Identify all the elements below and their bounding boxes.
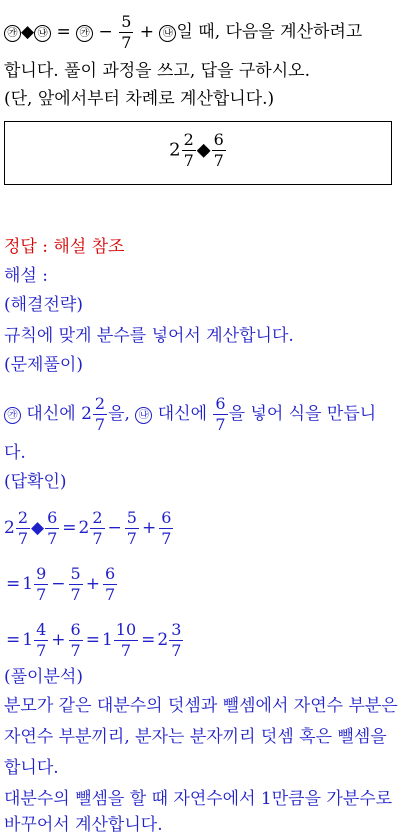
diamond-icon: ◆ bbox=[21, 22, 35, 42]
problem-line-3: (단, 앞에서부터 차례로 계산합니다.) bbox=[4, 89, 275, 109]
fraction: $\frac{6}{7}$ bbox=[47, 508, 58, 548]
expression-box bbox=[4, 121, 392, 185]
analysis-line: 대분수의 뺄셈을 할 때 자연수에서 1만큼을 가분수로 bbox=[4, 789, 393, 809]
fraction: $\frac{6}{7}$ bbox=[213, 130, 224, 170]
diamond-icon: ◆ bbox=[196, 139, 211, 161]
analysis-heading: (풀이분석) bbox=[4, 667, 83, 687]
strategy-text: 규칙에 맞게 분수를 넣어서 계산합니다. bbox=[4, 326, 294, 346]
fraction: $\frac{3}{7}$ bbox=[171, 620, 182, 660]
fraction: $\frac{2}{7}$ bbox=[94, 394, 106, 434]
equation-line-2: = 1 $\frac{9}{7}$ − $\frac{5}{7}$ + $\frac{6}{7}$ bbox=[6, 564, 116, 604]
diamond-icon: ◆ bbox=[31, 518, 45, 538]
minus-sign: − bbox=[93, 22, 119, 42]
na-symbol: ㉯ bbox=[34, 25, 51, 42]
fraction: $\frac{6}{7}$ bbox=[161, 508, 172, 548]
solution-heading: 해설 : bbox=[4, 266, 48, 286]
strategy-heading: (해결전략) bbox=[4, 295, 83, 315]
analysis-line: 합니다. bbox=[4, 758, 59, 778]
problem-text: 일 때, 다음을 계산하려고 bbox=[176, 22, 363, 42]
plus-sign: + bbox=[134, 22, 160, 42]
ga-symbol: ㉮ bbox=[4, 407, 21, 424]
fraction: $\frac{6}{7}$ bbox=[104, 564, 116, 604]
whole-number: 2 bbox=[169, 139, 181, 161]
analysis-line: 자연수 부분끼리, 분자는 분자끼리 덧셈 혹은 뺄셈을 bbox=[4, 727, 387, 747]
box-expression bbox=[5, 132, 391, 169]
fraction: $\frac{10}{7}$ bbox=[115, 620, 137, 660]
na-symbol: ㉯ bbox=[135, 407, 152, 424]
fraction: $\frac{2}{7}$ bbox=[92, 508, 103, 548]
fraction: $\frac{4}{7}$ bbox=[36, 620, 47, 660]
fraction: $\frac{6}{7}$ bbox=[70, 620, 81, 660]
ga-symbol: ㉮ bbox=[4, 25, 21, 42]
fraction: $\frac{2}{7}$ bbox=[17, 508, 29, 548]
solution-step-cont: 다. bbox=[4, 443, 26, 463]
fraction: $\frac{2}{7}$ bbox=[183, 130, 194, 170]
ga-symbol: ㉮ bbox=[76, 25, 93, 42]
na-symbol: ㉯ bbox=[159, 25, 176, 42]
problem-line-1 bbox=[4, 14, 362, 51]
solution-step: ㉮ 대신에 2 $\frac{2}{7}$ 을, ㉯ 대신에 $\frac{6}{7}$ 을 넣어 식을 만듭니 bbox=[4, 396, 376, 433]
fraction: $\frac{5}{7}$ bbox=[121, 12, 132, 52]
answer-label: 정답 : 해설 참조 bbox=[4, 237, 125, 257]
check-heading: (답확인) bbox=[4, 472, 67, 492]
fraction: $\frac{6}{7}$ bbox=[215, 394, 226, 434]
analysis-line: 바꾸어서 계산합니다. bbox=[4, 815, 163, 835]
equals-sign: = bbox=[51, 22, 77, 42]
analysis-line: 분모가 같은 대분수의 덧셈과 뺄셈에서 자연수 부분은 bbox=[4, 696, 398, 716]
equation-line-3: = 1 $\frac{4}{7}$ + $\frac{6}{7}$ = 1 $\frac{10}{7}$ = 2 $\frac{3}{7}$ bbox=[6, 620, 182, 660]
fraction: $\frac{5}{7}$ bbox=[70, 564, 81, 604]
fraction: $\frac{5}{7}$ bbox=[126, 508, 137, 548]
equation-line-1: 2 $\frac{2}{7}$ ◆ $\frac{6}{7}$ = 2 $\frac{2}{7}$ − $\frac{5}{7}$ + $\frac{6}{7}$ bbox=[4, 508, 172, 548]
fraction: $\frac{9}{7}$ bbox=[36, 564, 47, 604]
problem-heading: (문제풀이) bbox=[4, 355, 83, 375]
problem-line-2: 합니다. 풀이 과정을 쓰고, 답을 구하시오. bbox=[4, 61, 310, 81]
